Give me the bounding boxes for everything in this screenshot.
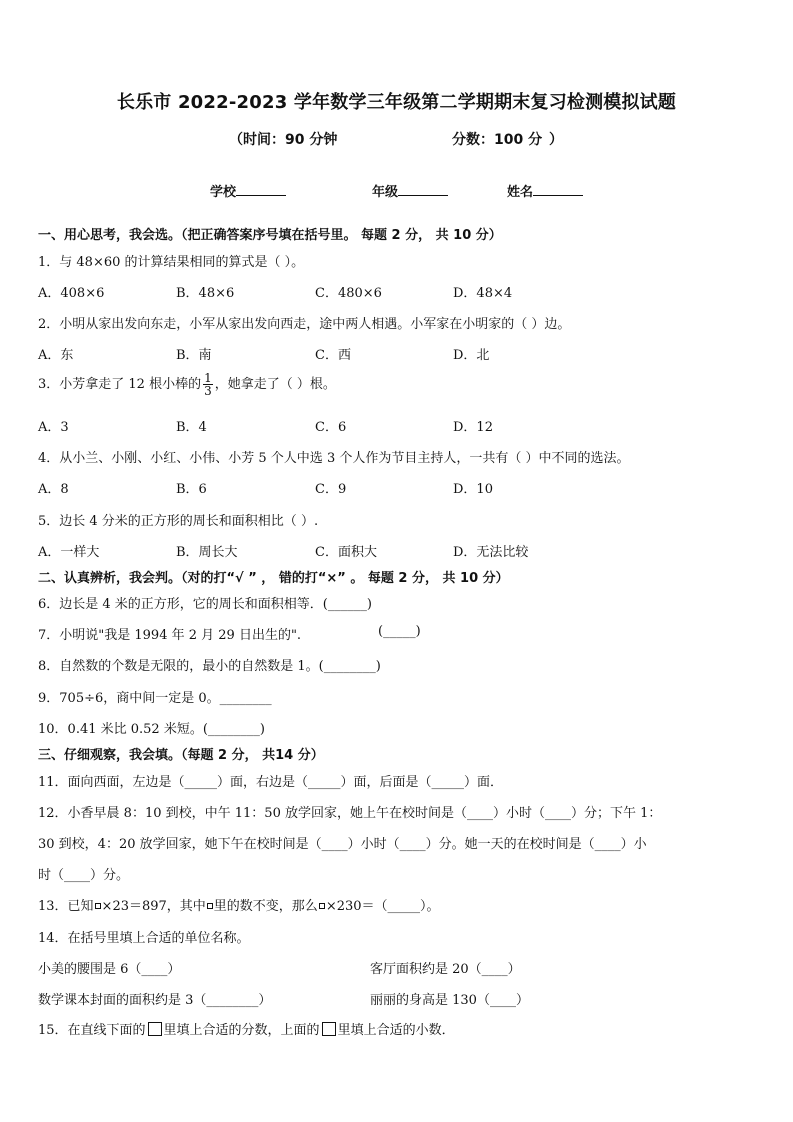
- question-7: [38, 624, 301, 643]
- question-15: [38, 1019, 455, 1038]
- q3-fraction-denominator: 3: [204, 384, 212, 398]
- q15-text-post: 里填上合适的小数．: [337, 1023, 455, 1038]
- q5-option-a[interactable]: A．一样大: [38, 545, 100, 560]
- question-8: 8．自然数的个数是无限的，最小的自然数是 1。(________): [38, 659, 381, 674]
- q2-option-a[interactable]: A．东: [38, 348, 74, 363]
- q5-option-d[interactable]: D．无法比较: [453, 545, 529, 560]
- q5-option-b[interactable]: B．周长大: [176, 545, 238, 560]
- q3-option-a[interactable]: A．3: [38, 420, 69, 435]
- section-2-heading: 二、认真辨析，我会判。（对的打“√ ” ， 错的打“×” 。 每题 2 分， 共 10 分）: [38, 571, 509, 586]
- q3-text-pre: 3．小芳拿走了 12 根小棒的: [38, 377, 202, 392]
- q13-text-post: ×230＝（_____）。: [325, 899, 440, 914]
- question-6: 6．边长是 4 米的正方形，它的周长和面积相等．(______): [38, 597, 372, 612]
- grade-blank[interactable]: [398, 182, 448, 196]
- school-blank[interactable]: [236, 182, 286, 196]
- answer-box-icon: [148, 1022, 162, 1036]
- q15-text-mid: 里填上合适的分数，上面的: [163, 1023, 320, 1038]
- name-field[interactable]: [507, 181, 583, 200]
- question-9: 9．705÷6，商中间一定是 0。________: [38, 691, 272, 706]
- question-12-line-2: 30 到校，4：20 放学回家，她下午在校时间是（____）小时（____）分。她一天的在校时间是（____）小: [38, 837, 647, 852]
- placeholder-square-icon: [95, 903, 101, 909]
- q5-option-c[interactable]: C．面积大: [315, 545, 377, 560]
- q14-item-book-cover[interactable]: 数学课本封面的面积约是 3（________）: [38, 993, 272, 1008]
- exam-score: 分数：100 分: [452, 132, 543, 148]
- school-field[interactable]: [210, 181, 286, 200]
- question-11: 11．面向西面，左边是（_____）面，右边是（_____）面，后面是（_____）面．: [38, 775, 504, 790]
- q14-item-height[interactable]: 丽丽的身高是 130（____）: [370, 993, 529, 1008]
- question-1: 1．与 48×60 的计算结果相同的算式是（ ）。: [38, 255, 305, 270]
- name-label: 姓名: [507, 185, 534, 200]
- subtitle-paren-right: ）: [549, 132, 563, 148]
- placeholder-square-icon: [319, 903, 325, 909]
- exam-time: 时间：90 分钟: [243, 132, 338, 148]
- q3-option-d[interactable]: D．12: [453, 420, 493, 435]
- q13-text-mid1: ×23＝897，其中: [101, 899, 206, 914]
- question-2: 2．小明从家出发向东走，小军从家出发向西走，途中两人相遇。小军家在小明家的（ ）边。: [38, 317, 571, 332]
- question-14: 14．在括号里填上合适的单位名称。: [38, 931, 250, 946]
- q2-option-b[interactable]: B．南: [176, 348, 212, 363]
- question-12-line-1: 12．小香早晨 8：10 到校，中午 11：50 放学回家，她上午在校时间是（____）小时（____）分；下午 1：: [38, 806, 662, 821]
- question-13: [38, 895, 440, 914]
- q2-option-c[interactable]: C．西: [315, 348, 351, 363]
- question-3: [38, 372, 336, 397]
- q1-option-c[interactable]: C．480×6: [315, 286, 382, 301]
- question-4: 4．从小兰、小刚、小红、小伟、小芳 5 个人中选 3 个人作为节目主持人，一共有（ ）中不同的选法。: [38, 451, 630, 466]
- q1-option-b[interactable]: B．48×6: [176, 286, 235, 301]
- student-info-row: [0, 181, 793, 201]
- q15-text-pre: 15．在直线下面的: [38, 1023, 146, 1038]
- q14-item-living-room[interactable]: 客厅面积约是 20（____）: [370, 962, 521, 977]
- q13-text-pre: 13．已知: [38, 899, 94, 914]
- section-3-heading: 三、仔细观察，我会填。（每题 2 分， 共14 分）: [38, 748, 324, 763]
- q3-fraction-numerator: 1: [204, 371, 212, 385]
- q4-option-c[interactable]: C．9: [315, 482, 347, 497]
- q1-option-d[interactable]: D．48×4: [453, 286, 513, 301]
- q7-text: 7．小明说"我是 1994 年 2 月 29 日出生的".: [38, 628, 302, 643]
- answer-box-icon: [322, 1022, 336, 1036]
- q4-option-b[interactable]: B．6: [176, 482, 207, 497]
- subtitle-paren-left: （: [229, 132, 243, 148]
- question-5: 5．边长 4 分米的正方形的周长和面积相比（ ）.: [38, 514, 319, 529]
- section-1-heading: 一、用心思考，我会选。（把正确答案序号填在括号里。 每题 2 分， 共 10 分）: [38, 228, 502, 243]
- q3-option-c[interactable]: C．6: [315, 420, 347, 435]
- grade-field[interactable]: [372, 181, 448, 200]
- q3-option-b[interactable]: B．4: [176, 420, 207, 435]
- exam-title: 长乐市 2022-2023 学年数学三年级第二学期期末复习检测模拟试题: [116, 92, 677, 113]
- q4-option-a[interactable]: A．8: [38, 482, 69, 497]
- name-blank[interactable]: [533, 182, 583, 196]
- question-12-line-3: 时（____）分。: [38, 868, 130, 883]
- q3-fraction: [203, 372, 213, 397]
- grade-label: 年级: [372, 185, 399, 200]
- school-label: 学校: [210, 185, 237, 200]
- question-10: 10．0.41 米比 0.52 米短。(________): [38, 722, 265, 737]
- q13-text-mid2: 里的数不变，那么: [213, 899, 318, 914]
- q14-item-waist[interactable]: 小美的腰围是 6（____）: [38, 962, 181, 977]
- q7-answer-blank[interactable]: (_____): [378, 624, 421, 639]
- q1-option-a[interactable]: A．408×6: [38, 286, 105, 301]
- q3-text-post: ，她拿走了（ ）根。: [214, 377, 336, 392]
- placeholder-square-icon: [207, 903, 213, 909]
- q2-option-d[interactable]: D．北: [453, 348, 490, 363]
- q4-option-d[interactable]: D．10: [453, 482, 493, 497]
